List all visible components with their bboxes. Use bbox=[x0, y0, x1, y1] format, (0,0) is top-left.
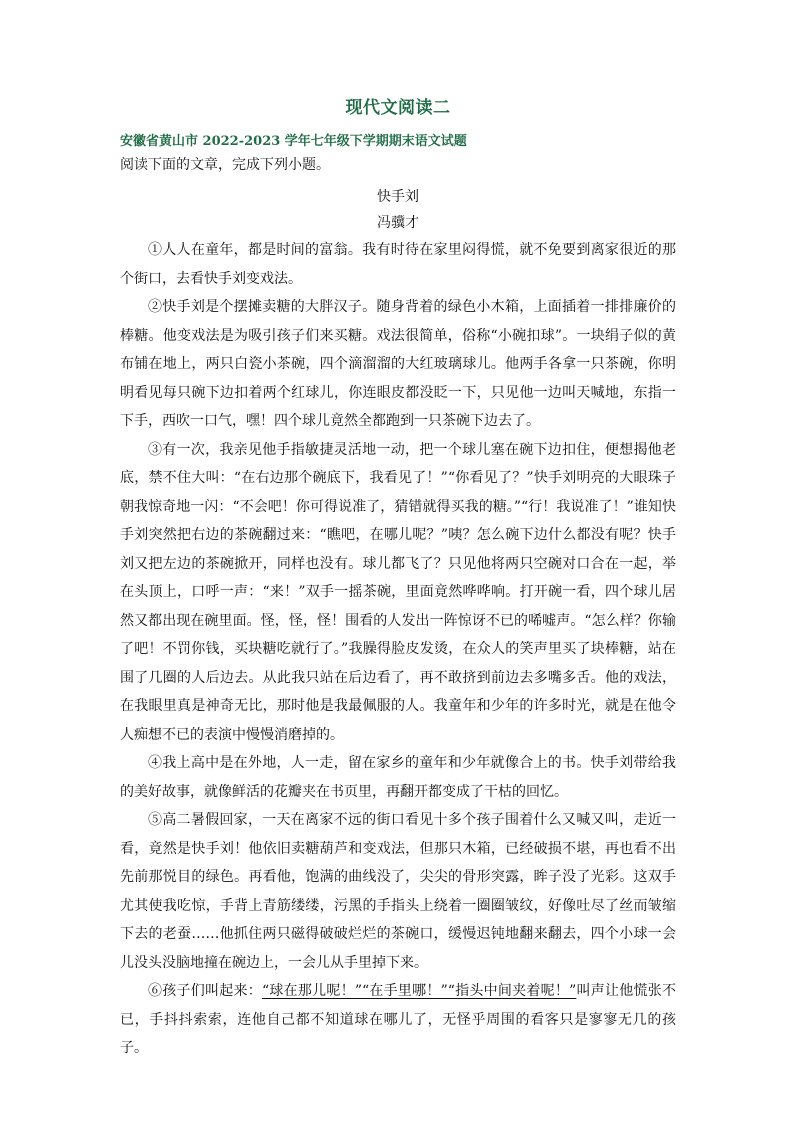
section-title: 现代文阅读二 bbox=[345, 98, 451, 118]
exam-source: 安徽省黄山市 2022-2023 学年七年级下学期期末语文试题 bbox=[120, 134, 467, 149]
paragraph-4: ④我上高中是在外地，人一走，留在家乡的童年和少年就像合上的书。快手刘带给我的美好故事，就像鲜活的花瓣夹在书页里，再翻开都变成了干枯的回忆。 bbox=[120, 755, 676, 800]
paragraph-6 bbox=[120, 977, 676, 1063]
paragraph-2: ②快手刘是个摆摊卖糖的大胖汉子。随身背着的绿色小木箱，上面插着一排排廉价的棒糖。他变戏法是为吸引孩子们来买糖。戏法很简单，俗称“小碗扣球”。一块绢子似的黄布铺在地上，两只白瓷小茶碗，四个滴溜溜的大红玻璃球儿。他两手各拿一只茶碗，你明明看见每只碗下边扣着两个红球儿，你连眼皮都没眨一下，只见他一边叫天喊地，东指一下手，西吹一口气，嘿！四个球儿竟然全都跑到一只茶碗下边去了。 bbox=[120, 299, 676, 429]
underlined-quote: “球在那儿呢！”“在手里哪！”“指头中间夹着呢！” bbox=[261, 983, 577, 999]
reading-instruction: 阅读下面的文章，完成下列小题。 bbox=[120, 157, 330, 173]
article-body bbox=[120, 236, 676, 1063]
paragraph-5: ⑤高二暑假回家，一天在离家不远的街口看见十多个孩子围着什么又喊又叫，走近一看，竟然是快手刘！他依旧卖糖葫芦和变戏法，但那只木箱，已经破损不堪，再也看不出先前那悦目的绿色。再看他，饱满的曲线没了，尖尖的骨形突露，眸子没了光彩。这双手尤其使我吃惊，手背上青筋缕缕，污黑的手指头上绕着一圈圈皱纹，好像吐尽了丝而皱缩下去的老蚕……他抓住两只磁得破破烂烂的茶碗口，缓慢迟钝地翻来翻去，四个小球一会儿没头没脑地撞在碗边上，一会儿从手里掉下来。 bbox=[120, 812, 676, 971]
paragraph-1: ①人人在童年，都是时间的富翁。我有时待在家里闷得慌，就不免要到离家很近的那个街口，去看快手刘变戏法。 bbox=[120, 242, 676, 287]
paragraph-6-rest: 叫声让他慌张不已，手抖抖索索，连他自己都不知道球在哪儿了，无怪乎周围的看客只是寥寥无几的孩子。 bbox=[120, 983, 677, 1056]
document-page bbox=[120, 96, 676, 1063]
paragraph-6-lead: ⑥孩子们叫起来： bbox=[148, 983, 262, 999]
article-author: 冯骥才 bbox=[377, 215, 419, 231]
paragraph-3: ③有一次，我亲见他手指敏捷灵活地一动，把一个球儿塞在碗下边扣住，便想揭他老底，禁不住大叫：“在右边那个碗底下，我看见了！”“你看见了？”快手刘明亮的大眼珠子朝我惊奇地一闪：“不会吧！你可得说准了，猜错就得买我的糖。”“行！我说准了！”谁知快手刘突然把右边的茶碗翻过来：“瞧吧，在哪儿呢？”咦？怎么碗下边什么都没有呢？快手刘又把左边的茶碗掀开，同样也没有。球儿都飞了？只见他将两只空碗对口合在一起，举在头顶上，口呼一声：“来！”双手一摇茶碗，里面竟然哗哗响。打开碗一看，四个球儿居然又都出现在碗里面。怪，怪，怪！围看的人发出一阵惊讶不已的唏嘘声。“怎么样？你输了吧！不罚你钱，买块糖吃就行了。”我臊得脸皮发烫，在众人的笑声里买了块棒糖，站在围了几圈的人后边去。从此我只站在后边看了，再不敢挤到前边去多嘴多舌。他的戏法，在我眼里真是神奇无比，那时他是我最佩服的人。我童年和少年的许多时光，就是在他令人痴想不已的表演中慢慢消磨掉的。 bbox=[120, 441, 676, 743]
article-title: 快手刘 bbox=[377, 189, 419, 205]
